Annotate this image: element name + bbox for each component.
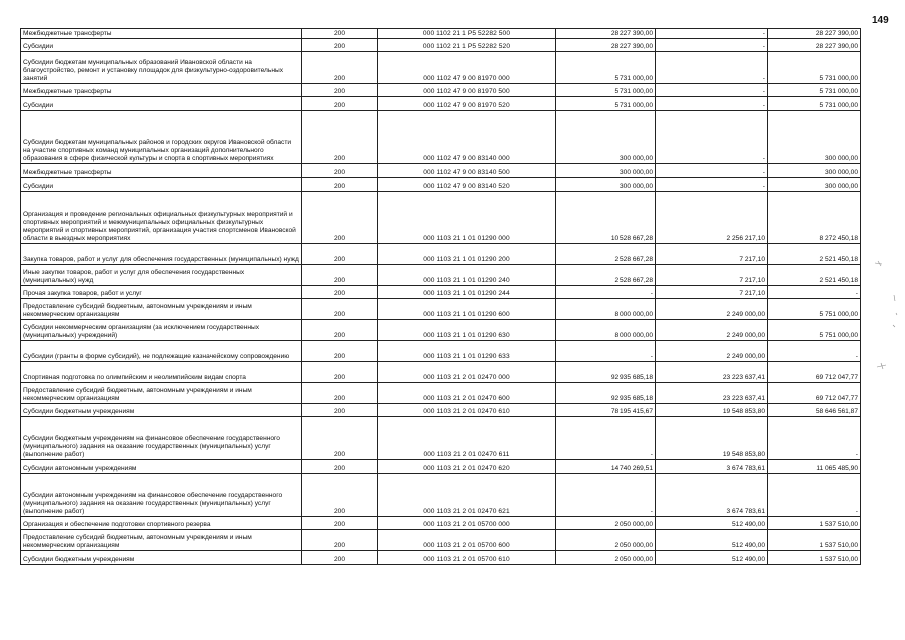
- row-approved-amount: 2 050 000,00: [556, 530, 656, 551]
- row-unexecuted-amount: 58 646 561,87: [768, 404, 861, 417]
- row-unexecuted-amount: 300 000,00: [768, 111, 861, 164]
- row-admin-code: 200: [302, 244, 378, 265]
- row-unexecuted-amount: 1 537 510,00: [768, 551, 861, 565]
- row-executed-amount: 19 548 853,80: [656, 404, 768, 417]
- row-admin-code: 200: [302, 383, 378, 404]
- row-unexecuted-amount: 5 731 000,00: [768, 52, 861, 84]
- row-approved-amount: 2 050 000,00: [556, 551, 656, 565]
- row-executed-amount: 512 490,00: [656, 530, 768, 551]
- row-name: Предоставление субсидий бюджетным, автономным учреждениям и иным некоммерческим организациям: [21, 530, 302, 551]
- row-admin-code: 200: [302, 111, 378, 164]
- row-name: Межбюджетные трансферты: [21, 84, 302, 97]
- row-executed-amount: -: [656, 178, 768, 192]
- table-row: [21, 97, 861, 111]
- row-budget-code: 000 1103 21 2 01 05700 600: [378, 530, 556, 551]
- table-row: [21, 341, 861, 362]
- row-approved-amount: 300 000,00: [556, 178, 656, 192]
- row-approved-amount: 5 731 000,00: [556, 84, 656, 97]
- row-unexecuted-amount: -: [768, 417, 861, 460]
- table-row: [21, 265, 861, 286]
- row-budget-code: 000 1103 21 1 01 01290 000: [378, 192, 556, 244]
- row-admin-code: 200: [302, 265, 378, 286]
- scan-artifact-marks: [872, 255, 902, 385]
- row-approved-amount: 14 740 269,51: [556, 460, 656, 474]
- table-row: [21, 417, 861, 460]
- row-approved-amount: -: [556, 341, 656, 362]
- row-name: Организация и обеспечение подготовки спортивного резерва: [21, 517, 302, 530]
- row-budget-code: 000 1103 21 2 01 02470 611: [378, 417, 556, 460]
- row-approved-amount: 5 731 000,00: [556, 52, 656, 84]
- row-unexecuted-amount: 1 537 510,00: [768, 517, 861, 530]
- row-unexecuted-amount: 5 731 000,00: [768, 97, 861, 111]
- row-executed-amount: -: [656, 29, 768, 39]
- row-admin-code: 200: [302, 362, 378, 383]
- table-row: [21, 286, 861, 299]
- row-budget-code: 000 1103 21 1 01 01290 240: [378, 265, 556, 286]
- row-name: Организация и проведение региональных официальных физкультурных мероприятий и спортивных мероприятий и межмуниципальных официальных физкультурных мероприятий и спортивных мероприятий, организация участия спортсменов Ивановской области в выездных мероприятиях: [21, 192, 302, 244]
- row-approved-amount: -: [556, 474, 656, 517]
- table-row: [21, 111, 861, 164]
- row-approved-amount: 2 528 667,28: [556, 244, 656, 265]
- row-name: Спортивная подготовка по олимпийским и неолимпийским видам спорта: [21, 362, 302, 383]
- row-name: Субсидии бюджетам муниципальных районов и городских округов Ивановской области на участие спортивных команд муниципальных организаций дополнительного образования в сфере физической культуры и спорта в спортивных мероприятиях: [21, 111, 302, 164]
- row-executed-amount: 23 223 637,41: [656, 362, 768, 383]
- row-executed-amount: -: [656, 97, 768, 111]
- row-executed-amount: 2 249 000,00: [656, 320, 768, 341]
- row-approved-amount: 300 000,00: [556, 111, 656, 164]
- row-name: Межбюджетные трансферты: [21, 164, 302, 178]
- row-budget-code: 000 1103 21 2 01 02470 000: [378, 362, 556, 383]
- row-name: Субсидии автономным учреждениям: [21, 460, 302, 474]
- table-row: [21, 383, 861, 404]
- table-row: [21, 244, 861, 265]
- row-executed-amount: -: [656, 164, 768, 178]
- row-name: Субсидии бюджетным учреждениям: [21, 404, 302, 417]
- table-row: [21, 39, 861, 52]
- row-budget-code: 000 1102 21 1 P5 52282 500: [378, 29, 556, 39]
- row-unexecuted-amount: 8 272 450,18: [768, 192, 861, 244]
- table-row: [21, 551, 861, 565]
- row-executed-amount: 3 674 783,61: [656, 460, 768, 474]
- row-approved-amount: 5 731 000,00: [556, 97, 656, 111]
- row-unexecuted-amount: 11 065 485,90: [768, 460, 861, 474]
- row-approved-amount: 28 227 390,00: [556, 29, 656, 39]
- row-admin-code: 200: [302, 404, 378, 417]
- row-unexecuted-amount: 5 731 000,00: [768, 84, 861, 97]
- row-unexecuted-amount: 5 751 000,00: [768, 299, 861, 320]
- row-executed-amount: -: [656, 39, 768, 52]
- table-row: [21, 178, 861, 192]
- row-admin-code: 200: [302, 530, 378, 551]
- row-budget-code: 000 1103 21 2 01 05700 610: [378, 551, 556, 565]
- row-unexecuted-amount: 5 751 000,00: [768, 320, 861, 341]
- row-admin-code: 200: [302, 29, 378, 39]
- row-approved-amount: -: [556, 286, 656, 299]
- row-admin-code: 200: [302, 299, 378, 320]
- budget-table: [20, 28, 861, 565]
- row-budget-code: 000 1102 47 9 00 81970 500: [378, 84, 556, 97]
- row-budget-code: 000 1103 21 1 01 01290 630: [378, 320, 556, 341]
- row-budget-code: 000 1103 21 1 01 01290 200: [378, 244, 556, 265]
- row-budget-code: 000 1103 21 2 01 05700 000: [378, 517, 556, 530]
- row-budget-code: 000 1103 21 2 01 02470 621: [378, 474, 556, 517]
- row-unexecuted-amount: 69 712 047,77: [768, 362, 861, 383]
- row-admin-code: 200: [302, 52, 378, 84]
- row-approved-amount: 300 000,00: [556, 164, 656, 178]
- row-unexecuted-amount: 28 227 390,00: [768, 39, 861, 52]
- row-executed-amount: -: [656, 52, 768, 84]
- row-name: Субсидии: [21, 178, 302, 192]
- row-name: Субсидии: [21, 39, 302, 52]
- row-name: Предоставление субсидий бюджетным, автономным учреждениям и иным некоммерческим организациям: [21, 299, 302, 320]
- row-approved-amount: 10 528 667,28: [556, 192, 656, 244]
- row-budget-code: 000 1102 47 9 00 81970 000: [378, 52, 556, 84]
- row-budget-code: 000 1103 21 2 01 02470 600: [378, 383, 556, 404]
- row-approved-amount: 78 195 415,67: [556, 404, 656, 417]
- row-budget-code: 000 1102 47 9 00 83140 500: [378, 164, 556, 178]
- row-name: Межбюджетные трансферты: [21, 29, 302, 39]
- row-approved-amount: 8 000 000,00: [556, 299, 656, 320]
- row-budget-code: 000 1102 47 9 00 81970 520: [378, 97, 556, 111]
- row-executed-amount: -: [656, 111, 768, 164]
- table-row: [21, 299, 861, 320]
- row-name: Субсидии бюджетным учреждениям: [21, 551, 302, 565]
- row-admin-code: 200: [302, 39, 378, 52]
- table-row: [21, 84, 861, 97]
- row-approved-amount: 28 227 390,00: [556, 39, 656, 52]
- table-row: [21, 362, 861, 383]
- row-unexecuted-amount: 1 537 510,00: [768, 530, 861, 551]
- row-executed-amount: 2 256 217,10: [656, 192, 768, 244]
- row-name: Субсидии автономным учреждениям на финансовое обеспечение государственного (муниципального) задания на оказание государственных (муниципальных) услуг (выполнение работ): [21, 474, 302, 517]
- row-budget-code: 000 1103 21 2 01 02470 610: [378, 404, 556, 417]
- row-admin-code: 200: [302, 286, 378, 299]
- table-row: [21, 29, 861, 39]
- row-name: Субсидии некоммерческим организациям (за исключением государственных (муниципальных) учреждений): [21, 320, 302, 341]
- row-name: Субсидии бюджетам муниципальных образований Ивановской области на благоустройство, ремонт и установку площадок для физкультурно-оздоровительных занятий: [21, 52, 302, 84]
- row-executed-amount: 19 548 853,80: [656, 417, 768, 460]
- row-budget-code: 000 1102 47 9 00 83140 000: [378, 111, 556, 164]
- row-unexecuted-amount: 300 000,00: [768, 178, 861, 192]
- row-approved-amount: 8 000 000,00: [556, 320, 656, 341]
- row-unexecuted-amount: 2 521 450,18: [768, 265, 861, 286]
- table-row: [21, 517, 861, 530]
- row-admin-code: 200: [302, 97, 378, 111]
- row-name: Субсидии (гранты в форме субсидий), не подлежащие казначейскому сопровождению: [21, 341, 302, 362]
- table-row: [21, 460, 861, 474]
- row-unexecuted-amount: 300 000,00: [768, 164, 861, 178]
- row-budget-code: 000 1102 21 1 P5 52282 520: [378, 39, 556, 52]
- page-number: 149: [872, 15, 889, 26]
- table-row: [21, 474, 861, 517]
- row-executed-amount: 2 249 000,00: [656, 341, 768, 362]
- table-row: [21, 320, 861, 341]
- row-admin-code: 200: [302, 320, 378, 341]
- row-budget-code: 000 1103 21 1 01 01290 633: [378, 341, 556, 362]
- row-approved-amount: 92 935 685,18: [556, 383, 656, 404]
- row-approved-amount: 2 050 000,00: [556, 517, 656, 530]
- row-unexecuted-amount: -: [768, 286, 861, 299]
- row-budget-code: 000 1103 21 1 01 01290 244: [378, 286, 556, 299]
- row-admin-code: 200: [302, 517, 378, 530]
- row-name: Прочая закупка товаров, работ и услуг: [21, 286, 302, 299]
- row-admin-code: 200: [302, 474, 378, 517]
- row-admin-code: 200: [302, 84, 378, 97]
- row-admin-code: 200: [302, 341, 378, 362]
- row-unexecuted-amount: 2 521 450,18: [768, 244, 861, 265]
- row-executed-amount: -: [656, 84, 768, 97]
- row-budget-code: 000 1102 47 9 00 83140 520: [378, 178, 556, 192]
- table-row: [21, 52, 861, 84]
- row-executed-amount: 7 217,10: [656, 244, 768, 265]
- row-executed-amount: 512 490,00: [656, 517, 768, 530]
- row-admin-code: 200: [302, 417, 378, 460]
- row-unexecuted-amount: 69 712 047,77: [768, 383, 861, 404]
- row-admin-code: 200: [302, 551, 378, 565]
- table-row: [21, 530, 861, 551]
- row-unexecuted-amount: -: [768, 341, 861, 362]
- table-row: [21, 404, 861, 417]
- row-budget-code: 000 1103 21 1 01 01290 600: [378, 299, 556, 320]
- row-unexecuted-amount: 28 227 390,00: [768, 29, 861, 39]
- row-name: Субсидии: [21, 97, 302, 111]
- row-admin-code: 200: [302, 164, 378, 178]
- row-executed-amount: 3 674 783,61: [656, 474, 768, 517]
- row-name: Субсидии бюджетным учреждениям на финансовое обеспечение государственного (муниципального) задания на оказание государственных (муниципальных) услуг (выполнение работ): [21, 417, 302, 460]
- row-name: Предоставление субсидий бюджетным, автономным учреждениям и иным некоммерческим организациям: [21, 383, 302, 404]
- row-executed-amount: 2 249 000,00: [656, 299, 768, 320]
- row-executed-amount: 7 217,10: [656, 265, 768, 286]
- row-name: Иные закупки товаров, работ и услуг для обеспечения государственных (муниципальных) нужд: [21, 265, 302, 286]
- row-admin-code: 200: [302, 178, 378, 192]
- table-row: [21, 164, 861, 178]
- row-approved-amount: -: [556, 417, 656, 460]
- row-executed-amount: 7 217,10: [656, 286, 768, 299]
- row-name: Закупка товаров, работ и услуг для обеспечения государственных (муниципальных) нужд: [21, 244, 302, 265]
- row-executed-amount: 23 223 637,41: [656, 383, 768, 404]
- row-approved-amount: 2 528 667,28: [556, 265, 656, 286]
- row-approved-amount: 92 935 685,18: [556, 362, 656, 383]
- row-executed-amount: 512 490,00: [656, 551, 768, 565]
- table-row: [21, 192, 861, 244]
- row-budget-code: 000 1103 21 2 01 02470 620: [378, 460, 556, 474]
- row-admin-code: 200: [302, 460, 378, 474]
- row-unexecuted-amount: -: [768, 474, 861, 517]
- row-admin-code: 200: [302, 192, 378, 244]
